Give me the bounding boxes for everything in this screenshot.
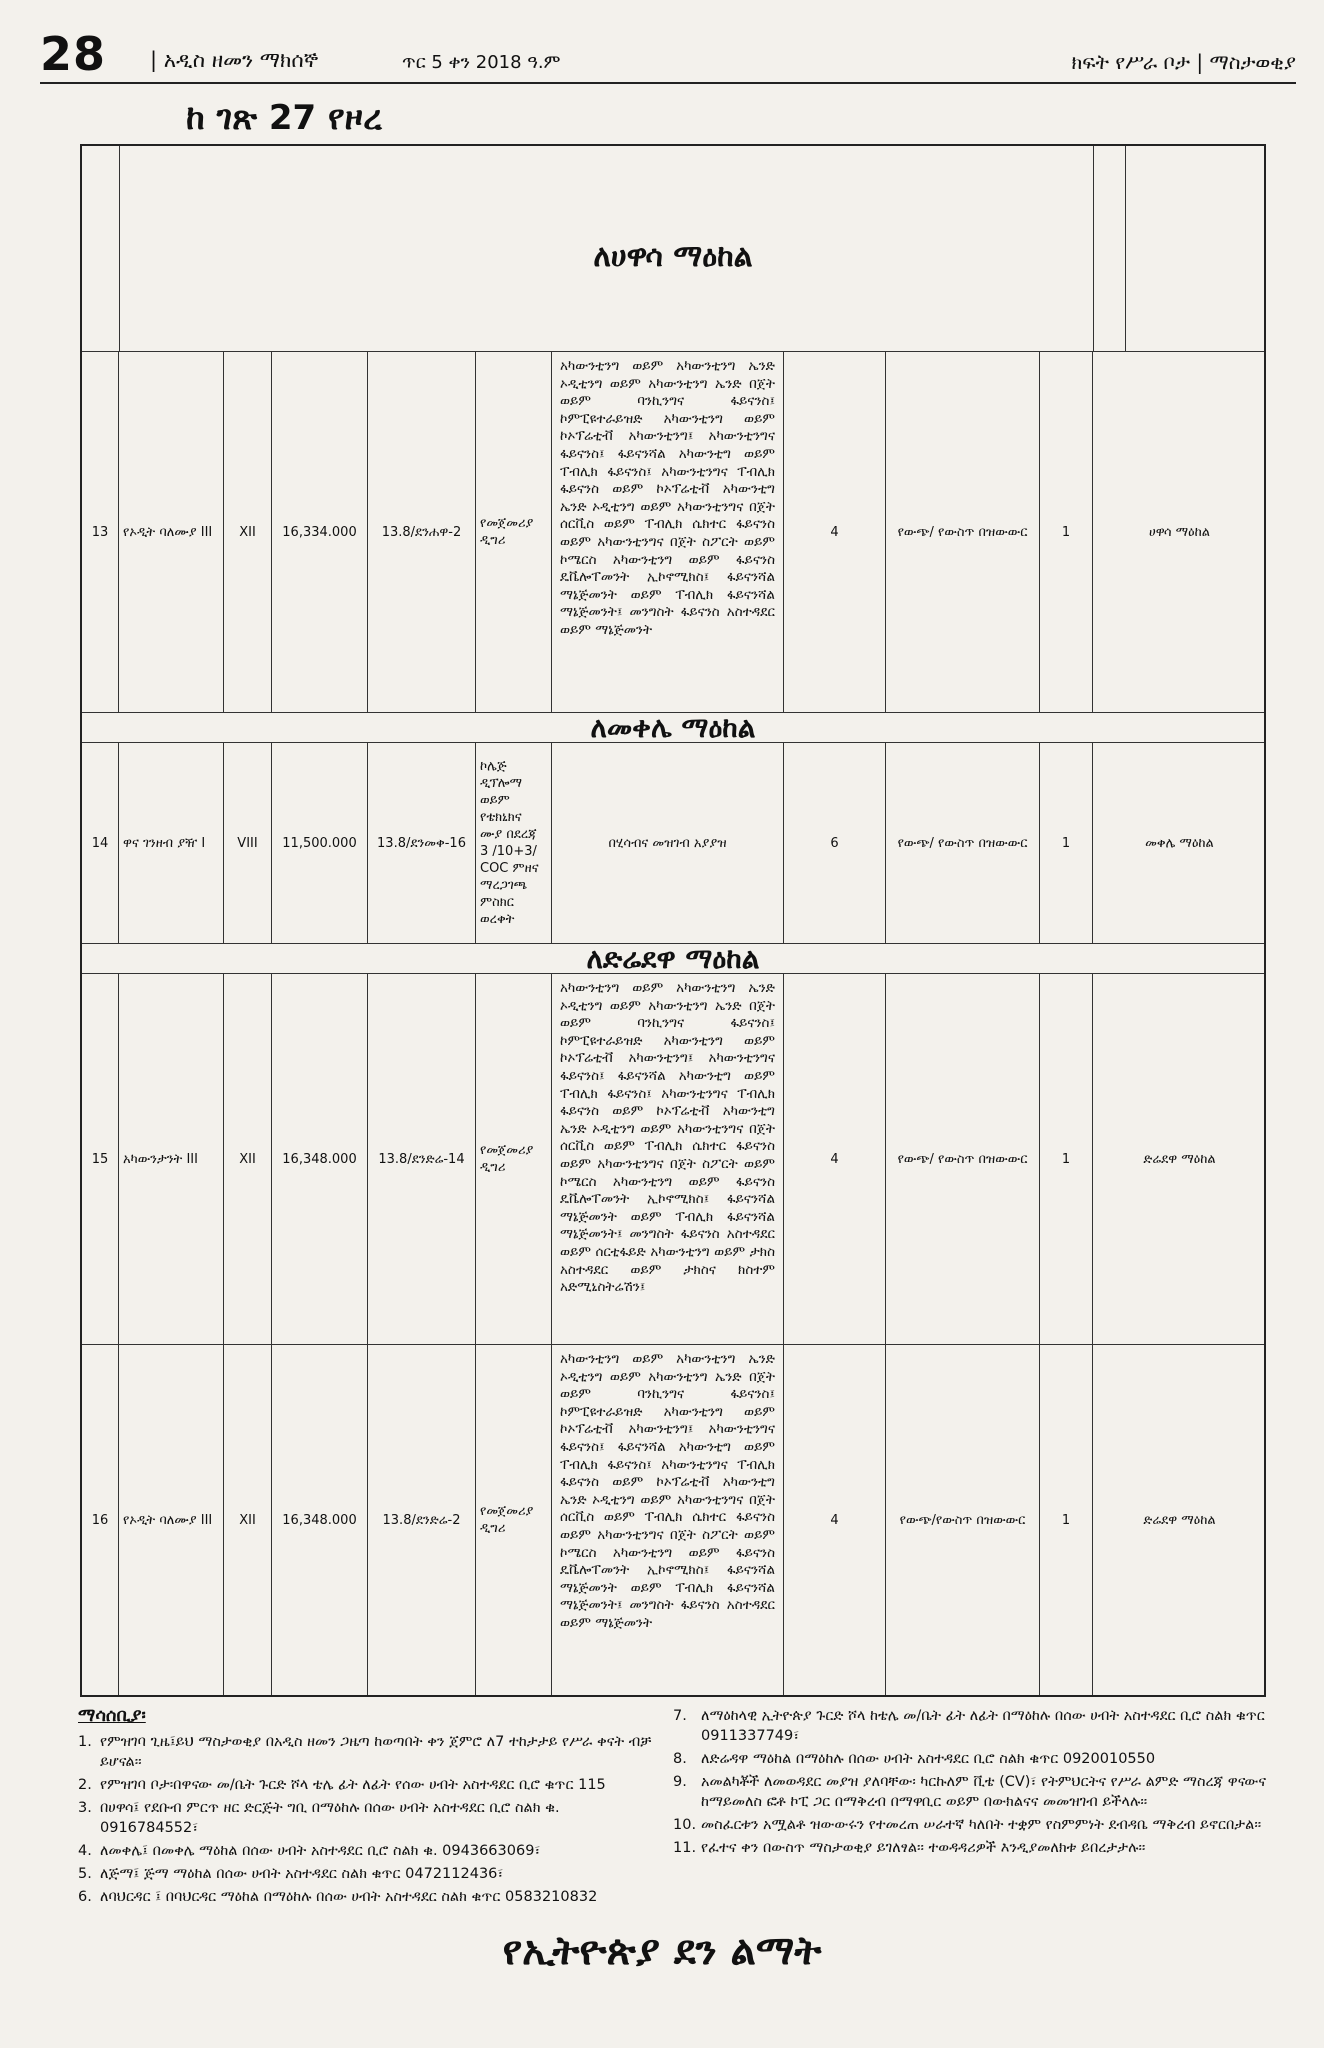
job-grade: XII: [224, 352, 272, 712]
row-number: 16: [82, 1345, 119, 1695]
job-title: የኦዲት ባለሙያ III: [119, 1345, 224, 1695]
job-title: የኦዲት ባለሙያ III: [119, 352, 224, 712]
work-location: መቀሌ ማዕከል: [1145, 835, 1214, 851]
required-quantity: 1: [1040, 974, 1093, 1344]
job-code: 13.8/ደንመቀ-16: [368, 743, 476, 943]
education-level: ኮሌጅ ዲፕሎማ ወይም የቴክኒክና ሙያ በደረጃ 3 /10+3/ COC ምዘና ማረጋገጫ ምስክር ወረቀት: [476, 743, 552, 943]
section-label: ክፍት የሥራ ቦታ | ማስታወቂያ: [1071, 50, 1296, 74]
field-of-study: አካውንቲንግ ወይም አካውንቲንግ ኤንድ ኦዲቲንግ ወይም አካውንቲንግ ኤንድ በጀት ወይም ባንኪንግና ፋይናንስ፤ ኮምፒዩተራይዝድ አካውንቲንግ ወይም ኮኦፕሬቲቭ አካውንቲንግ፤ አካውንቲንግና ፋይናንስ፤ ፋይናንሻል አካውንቲግ ወይም ፐብሊክ ፋይናንስ፤ አካውንቲንግና ፐብሊክ ፋይናንስ ወይም ኮኦፕሬቲቭ አካውንቲግ ኤንድ ኦዲቲንግ ወይም አካውንቲንግና በጀት ሰርቪስ ወይም ፐብሊክ ሴክተር ፋይናንስ ወይም አካውንቲንግና በጀት ስፖርት ወይም ኮሜርስ አካውንቲንግ ወይም ፋይናንስ ዴቬሎፐመንት ኢኮኖሚክስ፤ ፋይናንሻል ማኔጅመንት ወይም ፐብሊክ ፋይናንሻል ማኔጅመንት፤ መንግስት ፋይናንስ አስተዳደር ወይም ሰርቲፋይድ አካውንቲንግ ወይም ታክስ አስተዳደር ወይም ታክስና ክስተም አድሚኒስትሬሽን፤: [552, 974, 784, 1344]
note-item: [673, 1838, 1268, 1858]
job-grade: XII: [224, 1345, 272, 1695]
job-code: 13.8/ደንድሬ-14: [368, 974, 476, 1344]
organization-name: የኢትዮጵያ ደን ልማት: [502, 1928, 822, 1974]
work-location: ድሬደዋ ማዕከል: [1143, 1512, 1216, 1528]
note-text: በሀዋሳ፤ የደቡብ ምርጥ ዘር ድርጅት ግቢ በማዕከሉ በሰው ሀብት አስተዳደር ቢሮ ስልክ ቁ. 0916784552፣: [100, 1800, 560, 1836]
note-text: መስፈርቱን አሟልቶ ዝውውሩን የተመረጠ ሠራተኛ ካለበት ተቋም የስምምነት ደብዳቤ ማቅረብ ይኖርበታል፡፡: [701, 1817, 1262, 1833]
note-text: ለመቀሌ፤ በመቀሌ ማዕከል በሰው ሀብት አስተዳደር ቢሮ ስልክ ቁ. 0943663069፣: [100, 1843, 541, 1859]
table-row: [82, 974, 1264, 1345]
note-number: 4.: [78, 1843, 92, 1859]
masthead: [40, 28, 1296, 84]
note-number: 3.: [78, 1800, 92, 1816]
note-text: ለድሬዳዋ ማዕከል በማዕከሉ በሰው ሀብት አስተዳደር ቢሮ ስልክ ቁጥር 0920010550: [701, 1751, 1156, 1767]
salary: 16,348.000: [272, 974, 368, 1344]
continued-from-label: ከ ገጽ 27 የዞረ: [186, 98, 383, 138]
note-number: 2.: [78, 1777, 92, 1793]
table-row: [82, 352, 1264, 713]
job-code: 13.8/ደንሐዋ-2: [368, 352, 476, 712]
note-number: 10.: [673, 1817, 697, 1833]
job-code: 13.8/ደንድሬ-2: [368, 1345, 476, 1695]
experience-years: 4: [784, 974, 886, 1344]
experience-years: 6: [784, 743, 886, 943]
field-of-study: በሂሳብና መዝገብ አያያዝ: [552, 743, 784, 943]
experience-years: 4: [784, 352, 886, 712]
notes-right-column: [673, 1706, 1268, 1861]
note-number: 8.: [673, 1751, 687, 1767]
masthead-rule: [40, 82, 1296, 84]
job-grade: XII: [224, 974, 272, 1344]
note-item: [673, 1706, 1268, 1746]
center-heading-hawassa: ለሀዋሳ ማዕከል: [593, 238, 753, 274]
education-level: የመጀመሪያ ዲግሪ: [476, 974, 552, 1344]
work-location: ሀዋሳ ማዕከል: [1148, 524, 1211, 540]
note-item: [78, 1864, 658, 1884]
note-item: [78, 1798, 658, 1838]
note-text: የምዝገባ ጊዜ፤ይህ ማስታወቂያ በአዲስ ዘመን ጋዜጣ ከወጣበት ቀን ጀምሮ ለ7 ተከታታይ የሥራ ቀናት ብቻ ይሆናል፡፡: [100, 1734, 652, 1770]
job-title: አካውንታንት III: [119, 974, 224, 1344]
note-text: ለጅማ፤ ጅማ ማዕከል በሰው ሀብት አስተዳደር ስልክ ቁጥር 0472112436፣: [100, 1866, 504, 1882]
note-text: አመልካቾች ለመወዳደር መያዝ ያለባቸው፡ ካርኩለም ቪቴ (CV)፣ የትምህርትና የሥራ ልምድ ማስረጃ ዋናውና ከማይመለስ ፎቶ ኮፒ ጋር በማቅረብ በማዋቢር ወይም በውክልናና መመዝገብ ይችላሉ፡፡: [701, 1774, 1267, 1810]
row-number: 14: [82, 743, 119, 943]
note-item: [78, 1775, 658, 1795]
work-location: ድሬደዋ ማዕከል: [1143, 1151, 1216, 1167]
center-heading-diredawa: ለድሬደዋ ማዕከል: [82, 944, 1264, 974]
education-level: የመጀመሪያ ዲግሪ: [476, 1345, 552, 1695]
center-heading-mekelle: ለመቀሌ ማዕከል: [82, 713, 1264, 743]
note-item: [673, 1815, 1268, 1835]
table-row: [82, 743, 1264, 944]
row-number: 15: [82, 974, 119, 1344]
required-quantity: 1: [1040, 743, 1093, 943]
note-number: 1.: [78, 1734, 92, 1750]
field-of-study: አካውንቲንግ ወይም አካውንቲንግ ኤንድ ኦዲቲንግ ወይም አካውንቲንግ ኤንድ በጀት ወይም ባንኪንግና ፋይናንስ፤ ኮምፒዩተራይዝድ አካውንቲንግ ወይም ኮኦፕሬቲቭ አካውንቲንግ፤ አካውንቲንግና ፋይናንስ፤ ፋይናንሻል አካውንቲግ ወይም ፐብሊክ ፋይናንስ፤ አካውንቲንግና ፐብሊክ ፋይናንስ ወይም ኮኦፕሬቲቭ አካውንቲግ ኤንድ ኦዲቲንግ ወይም አካውንቲንግና በጀት ሰርቪስ ወይም ፐብሊክ ሴክተር ፋይናንስ ወይም አካውንቲንግና በጀት ስፖርት ወይም ኮሜርስ አካውንቲንግ ወይም ፋይናንስ ዴቬሎፐመንት ኢኮኖሚክስ፤ ፋይናንሻል ማኔጅመንት ወይም ፐብሊክ ፋይናንሻል ማኔጅመንት፤ መንግስት ፋይናንስ አስተዳደር ወይም ማኔጅመንት: [552, 352, 784, 712]
salary: 16,348.000: [272, 1345, 368, 1695]
note-text: ለማዕከላዊ ኢትዮጵያ ጉርድ ሾላ ከቴሌ መ/ቤት ፊት ለፊት በማዕከሉ በሰው ሀብት አስተዳደር ቢሮ ስልክ ቁጥር 0911337749፣: [701, 1708, 1265, 1744]
note-item: [78, 1732, 658, 1772]
publication-name: | አዲስ ዘመን ማክሰኞ: [150, 48, 319, 72]
note-item: [78, 1841, 658, 1861]
note-number: 6.: [78, 1889, 92, 1905]
job-title: ዋና ገንዘብ ያዥ I: [119, 743, 224, 943]
education-level: የመጀመሪያ ዲግሪ: [476, 352, 552, 712]
issue-date: ጥር 5 ቀን 2018 ዓ.ም: [402, 52, 561, 73]
recruitment-type: የውጭ/ የውስጥ በዝውውር: [886, 352, 1040, 712]
table-row: [82, 1345, 1264, 1695]
row-number: 13: [82, 352, 119, 712]
recruitment-type: የውጭ/ የውስጥ በዝውውር: [886, 743, 1040, 943]
notes-section: [78, 1706, 1268, 1926]
note-number: 11.: [673, 1840, 697, 1856]
note-number: 7.: [673, 1708, 687, 1724]
required-quantity: 1: [1040, 1345, 1093, 1695]
recruitment-type: የውጭ/ የውስጥ በዝውውር: [886, 974, 1040, 1344]
field-of-study: አካውንቲንግ ወይም አካውንቲንግ ኤንድ ኦዲቲንግ ወይም አካውንቲንግ ኤንድ በጀት ወይም ባንኪንግና ፋይናንስ፤ ኮምፒዩተራይዝድ አካውንቲንግ ወይም ኮኦፕሬቲቭ አካውንቲንግ፤ አካውንቲንግና ፋይናንስ፤ ፋይናንሻል አካውንቲግ ወይም ፐብሊክ ፋይናንስ፤ አካውንቲንግና ፐብሊክ ፋይናንስ ወይም ኮኦፕሬቲቭ አካውንቲግ ኤንድ ኦዲቲንግ ወይም አካውንቲንግና በጀት ሰርቪስ ወይም ፐብሊክ ሴክተር ፋይናንስ ወይም አካውንቲንግና በጀት ስፖርት ወይም ኮሜርስ አካውንቲንግ ወይም ፋይናንስ ዴቬሎፐመንት ኢኮኖሚክስ፤ ፋይናንሻል ማኔጅመንት ወይም ፐብሊክ ፋይናንሻል ማኔጅመንት፤ መንግስት ፋይናንስ አስተዳደር ወይም ማኔጅመንት: [552, 1345, 784, 1695]
page-number: 28: [40, 27, 107, 81]
note-text: የምዝገባ ቦታ፡በዋናው መ/ቤት ጉርድ ሾላ ቴሌ ፊት ለፊት የሰው ሀብት አስተዳደር ቢሮ ቁጥር 115: [100, 1777, 606, 1793]
note-number: 5.: [78, 1866, 92, 1882]
vacancy-table: [80, 144, 1266, 1697]
note-item: [78, 1887, 658, 1907]
hawassa-center-block: [82, 146, 1264, 352]
notes-title: ማሳሰቢያ፡: [78, 1705, 146, 1726]
notes-left-column: [78, 1732, 658, 1910]
note-number: 9.: [673, 1774, 687, 1790]
note-text: ለባህርዳር ፤ በባህርዳር ማዕከል በማዕከሉ በሰው ሀብት አስተዳደር ስልክ ቁጥር 0583210832: [100, 1889, 598, 1905]
note-item: [673, 1749, 1268, 1769]
required-quantity: 1: [1040, 352, 1093, 712]
salary: 11,500.000: [272, 743, 368, 943]
note-item: [673, 1772, 1268, 1812]
job-grade: VIII: [224, 743, 272, 943]
recruitment-type: የውጭ/የውስጥ በዝውውር: [886, 1345, 1040, 1695]
note-text: የፈተና ቀን በውስጥ ማስታወቂያ ይገለፃል፡፡ ተወዳዳሪዎች እንዲያመለክቱ ይበረታታሉ፡፡: [701, 1840, 1146, 1856]
salary: 16,334.000: [272, 352, 368, 712]
experience-years: 4: [784, 1345, 886, 1695]
